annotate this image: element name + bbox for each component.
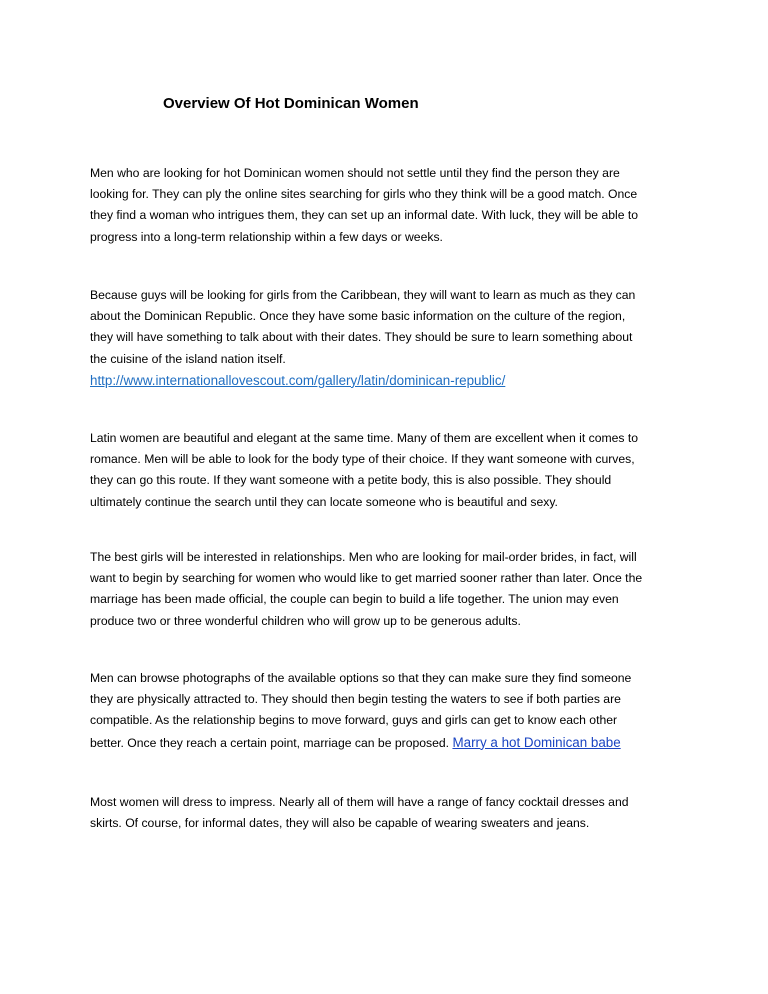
dominican-republic-gallery-link[interactable]: http://www.internationallovescout.com/gallery/latin/dominican-republic/ bbox=[90, 372, 506, 388]
paragraph-line: looking for. They can ply the online sites searching for girls who they think will be a good match. Once bbox=[90, 187, 638, 202]
paragraph-line: Most women will dress to impress. Nearly all of them will have a range of fancy cocktail dresses and bbox=[90, 795, 629, 809]
paragraph-line: marriage has been made official, the couple can begin to build a life together. The union may even bbox=[90, 592, 619, 607]
paragraph-line: compatible. As the relationship begins to move forward, guys and girls can get to know each other bbox=[90, 713, 618, 728]
paragraph-2 bbox=[90, 285, 690, 392]
paragraph-line: they will have something to talk about with their dates. They should be sure to learn something about bbox=[90, 330, 633, 345]
page-title: Overview Of Hot Dominican Women bbox=[163, 95, 419, 112]
paragraph-line: skirts. Of course, for informal dates, they will also be capable of wearing sweaters and jeans. bbox=[90, 816, 590, 831]
paragraph-5 bbox=[90, 668, 690, 754]
paragraph-line: better. Once they reach a certain point, marriage can be proposed. bbox=[90, 735, 450, 750]
paragraph-3 bbox=[90, 428, 690, 513]
paragraph-line: Latin women are beautiful and elegant at the same time. Many of them are excellent when it comes to bbox=[90, 431, 639, 445]
paragraph-line: romance. Men will be able to look for the body type of their choice. If they want someone with curves, bbox=[90, 452, 635, 467]
paragraph-line: progress into a long-term relationship within a few days or weeks. bbox=[90, 229, 443, 244]
paragraph-line: produce two or three wonderful children who will grow up to be generous adults. bbox=[90, 613, 521, 628]
paragraph-line: Men can browse photographs of the available options so that they can make sure they find someone bbox=[90, 671, 632, 685]
paragraph-line: they find a woman who intrigues them, they can set up an informal date. With luck, they will be able to bbox=[90, 208, 639, 223]
paragraph-line-with-link bbox=[90, 732, 690, 754]
paragraph-line: The best girls will be interested in relationships. Men who are looking for mail-order brides, in fact, will bbox=[90, 550, 637, 564]
paragraph-line: Because guys will be looking for girls from the Caribbean, they will want to learn as much as they can bbox=[90, 288, 636, 302]
paragraph-6 bbox=[90, 792, 690, 834]
paragraph-4 bbox=[90, 547, 690, 632]
marry-dominican-babe-link[interactable]: Marry a hot Dominican babe bbox=[452, 734, 621, 750]
paragraph-line: about the Dominican Republic. Once they have some basic information on the culture of the region, bbox=[90, 309, 626, 324]
paragraph-line: Men who are looking for hot Dominican women should not settle until they find the person they are bbox=[90, 166, 620, 180]
paragraph-line: they are physically attracted to. They should then begin testing the waters to see if both parties are bbox=[90, 692, 621, 707]
paragraph-line: ultimately continue the search until they can locate someone who is beautiful and sexy. bbox=[90, 494, 558, 509]
paragraph-line: want to begin by searching for women who would like to get married sooner rather than later. Once the bbox=[90, 571, 643, 586]
paragraph-line: they can go this route. If they want someone with a petite body, this is also possible. They should bbox=[90, 473, 612, 488]
paragraph-1 bbox=[90, 163, 690, 248]
paragraph-line: the cuisine of the island nation itself. bbox=[90, 351, 286, 366]
